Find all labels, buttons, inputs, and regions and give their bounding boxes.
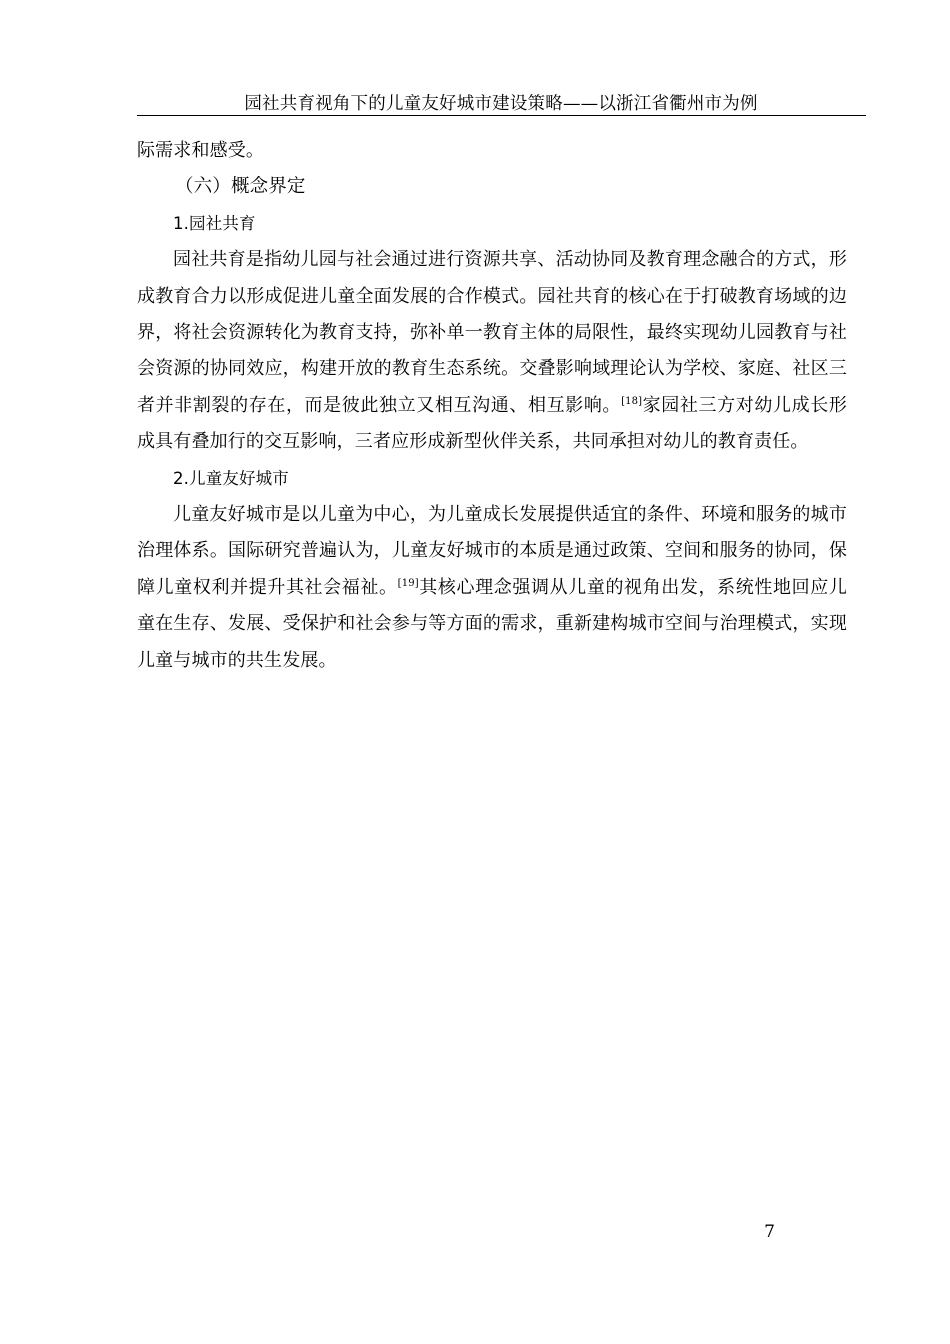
- running-header: 园社共育视角下的儿童友好城市建设策略——以浙江省衢州市为例: [244, 94, 758, 114]
- paragraph-text: 园社共育是指幼儿园与社会通过进行资源共享、活动协同及教育理念融合的方式，形成教育合力以形成促进儿童全面发展的合作模式。园社共育的核心在于打破教育场域的边界，将社会资源转化为教育支持，弥补单一教育主体的局限性，最终实现幼儿园教育与社会资源的协同效应，构建开放的教育生态系统。交叠影响域理论认为学校、家庭、社区三者并非割裂的存在，而是彼此独立又相互沟通、相互影响。: [137, 249, 847, 416]
- page-number: 7: [764, 1222, 775, 1242]
- header-rule: [137, 115, 866, 116]
- body-text: [137, 133, 847, 679]
- paragraph-kindergarten-community: [137, 242, 847, 460]
- subsection-title-child-friendly-city: 2.儿童友好城市: [173, 468, 289, 488]
- paragraph-child-friendly-city: [137, 497, 847, 679]
- paragraph-text: 其核心理念强调从儿童的视角出发，系统性地回应儿童在生存、发展、受保护和社会参与等方面的需求，重新建构城市空间与治理模式，实现儿童与城市的共生发展。: [137, 576, 847, 671]
- paragraph-text: 家园社三方对幼儿成长形成具有叠加行的交互影响，三者应形成新型伙伴关系，共同承担对幼儿的教育责任。: [137, 394, 847, 453]
- continuation-paragraph: 际需求和感受。: [137, 140, 265, 161]
- citation-marker: [19]: [397, 577, 419, 589]
- citation-marker: [18]: [621, 395, 643, 407]
- paragraph-text: 儿童友好城市是以儿童为中心，为儿童成长发展提供适宜的条件、环境和服务的城市治理体系。国际研究普遍认为，儿童友好城市的本质是通过政策、空间和服务的协同，保障儿童权利并提升其社会福祉。: [137, 504, 847, 598]
- section-heading: （六）概念界定: [175, 176, 306, 198]
- subsection-title-kindergarten-community: 1.园社共育: [173, 213, 256, 233]
